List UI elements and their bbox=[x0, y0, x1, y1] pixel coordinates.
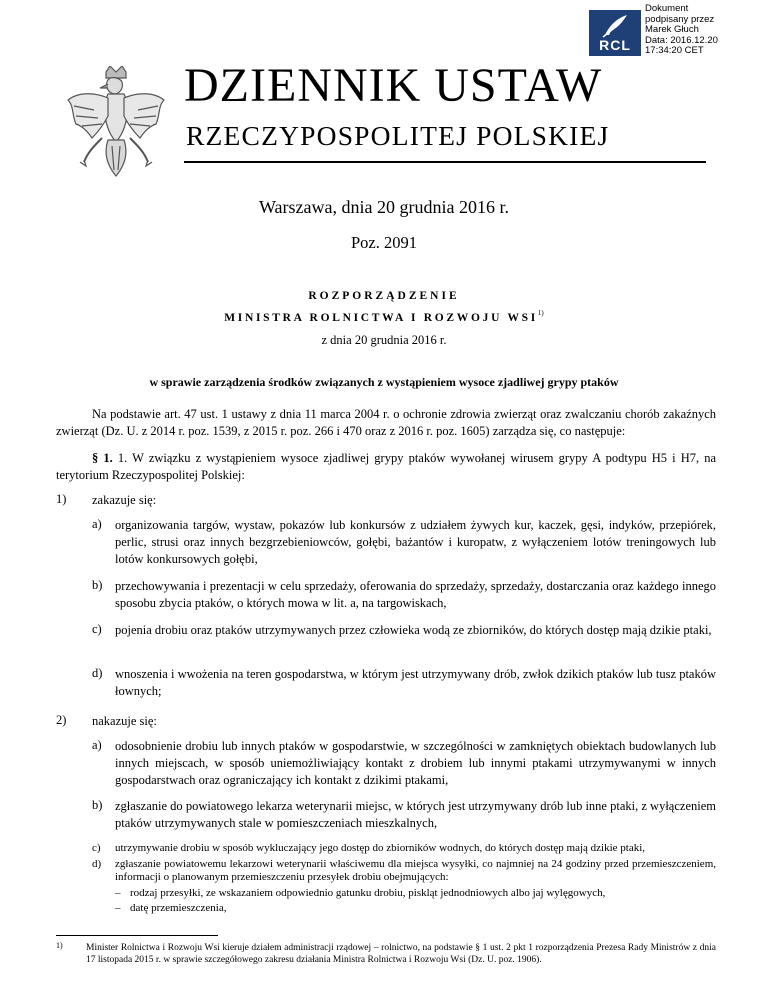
list-item bbox=[92, 858, 716, 884]
act-date: z dnia 20 grudnia 2016 r. bbox=[321, 333, 447, 347]
rcl-logo-text: RCL bbox=[599, 37, 631, 53]
signature-line: Data: 2016.12.20 bbox=[645, 34, 718, 46]
list-item: zgłaszanie do powiatowego lekarza weterynarii miejsc, w których jest utrzymywany drób lub inne ptaki, z wyłączeniem ptaków utrzymywanych stale w pomieszczeniach mieszkalnych, bbox=[115, 799, 716, 830]
letter-mark: d) bbox=[92, 666, 103, 680]
letter-mark: a) bbox=[92, 738, 102, 752]
list-item: organizowania targów, wystaw, pokazów lub konkursów z udziałem żywych kur, kaczek, gęsi, indyków, przepiórek, perlic, strusi oraz innych bezgrzebieniowców, gołębi, bażantów i kuropatw, z wyłączeniem lotów treningowych lub lotów konkursowych gołębi, bbox=[115, 518, 716, 566]
footnote-ref[interactable]: 1) bbox=[537, 309, 544, 317]
dash-item bbox=[92, 902, 716, 915]
section-text: 1. W związku z wystąpieniem wysoce zjadliwej grypy ptaków wywołanej wirusem grypy A podtypu H5 i H7, na terytorium Rzeczypospolitej Polskiej: bbox=[56, 451, 717, 482]
letter-mark: b) bbox=[92, 578, 103, 592]
point-lead: nakazuje się: bbox=[92, 714, 157, 728]
digital-signature-block bbox=[589, 4, 765, 56]
gazette-subtitle: RZECZYPOSPOLITEJ POLSKIEJ bbox=[186, 120, 610, 151]
point-number: 2) bbox=[56, 713, 67, 727]
section-mark: § 1. bbox=[92, 451, 113, 465]
list-item: odosobnienie drobiu lub innych ptaków w gospodarstwie, w szczególności w zamkniętych obiektach budowlanych lub innych miejscach, w sposób uniemożliwiający kontakt z drobiem lub innymi ptakami utrzymywanymi w innych gospodarstwach oraz ograniczający ich kontakt z dzikimi ptakami, bbox=[115, 739, 716, 787]
list-item-text: zgłaszanie powiatowemu lekarzowi weterynarii właściwemu dla miejsca wysyłki, co najmniej na 24 godziny przed przemieszczeniem, informacji o planowanym przemieszczeniu przesyłek drobiu obejmujących: bbox=[115, 858, 716, 883]
signature-line: Marek Głuch bbox=[645, 24, 699, 35]
list-item: wnoszenia i wwożenia na teren gospodarstwa, w którym jest utrzymywany drób, zwłok dzikich ptaków lub tusz ptaków łownych; bbox=[115, 667, 716, 698]
dash-mark: – bbox=[115, 902, 121, 914]
list-item: przechowywania i prezentacji w celu sprzedaży, oferowania do sprzedaży, sprzedaży, dostarczania oraz każdego innego sposobu zbycia ptaków, o których mowa w lit. a, na targowiskach, bbox=[115, 579, 716, 610]
letter-mark: d) bbox=[92, 858, 102, 870]
footnote-text: Minister Rolnictwa i Rozwoju Wsi kieruje działem administracji rządowej – rolnictwo, na podstawie § 1 ust. 2 pkt 1 rozporządzenia Prezesa Rady Ministrów z dnia 17 listopada 2015 r. w sprawie szczegółowego zakresu działania Ministra Rolnictwa i Rozwoju Wsi (Dz. U. poz. 1906). bbox=[86, 943, 716, 965]
letter-mark: c) bbox=[92, 842, 101, 854]
point-number: 1) bbox=[56, 492, 67, 506]
dash-mark: – bbox=[115, 887, 121, 899]
letter-mark: a) bbox=[92, 517, 102, 531]
section-1 bbox=[56, 450, 716, 484]
quill-icon bbox=[601, 13, 629, 39]
signature-text bbox=[645, 4, 718, 57]
act-type: ROZPORZĄDZENIE bbox=[308, 290, 460, 302]
eagle-icon bbox=[64, 66, 168, 184]
list-item: pojenia drobiu oraz ptaków utrzymywanych przez człowieka wodą ze zbiorników, do których dostęp mają dzikie ptaki, bbox=[115, 623, 712, 637]
act-subject: w sprawie zarządzenia środków związanych z wystąpieniem wysoce zjadliwej grypy ptaków bbox=[149, 375, 619, 389]
position-number: Poz. 2091 bbox=[351, 233, 417, 252]
list-item bbox=[92, 842, 716, 855]
gazette-title: DZIENNIK USTAW bbox=[184, 59, 603, 112]
preamble: Na podstawie art. 47 ust. 1 ustawy z dnia 11 marca 2004 r. o ochronie zdrowia zwierząt oraz zwalczaniu chorób zakaźnych zwierząt (Dz. U. z 2014 r. poz. 1539, z 2015 r. poz. 266 i 470 oraz z 2016 r. poz. 1605) zarządza się, co następuje: bbox=[56, 407, 716, 438]
header-rule bbox=[184, 161, 706, 163]
rcl-logo bbox=[589, 10, 641, 56]
footnote-mark: 1) bbox=[56, 941, 63, 950]
signature-line: podpisany przez bbox=[645, 13, 715, 25]
dash-item-text: datę przemieszczenia, bbox=[130, 902, 227, 914]
footnote-rule bbox=[56, 935, 218, 936]
act-issuer bbox=[0, 309, 768, 324]
letter-mark: b) bbox=[92, 798, 103, 812]
signature-line: Dokument bbox=[645, 3, 689, 14]
white-eagle-emblem bbox=[64, 66, 168, 184]
publication-date: Warszawa, dnia 20 grudnia 2016 r. bbox=[259, 197, 509, 217]
point-2-d-container bbox=[92, 842, 716, 917]
act-issuer-name: MINISTRA ROLNICTWA I ROZWOJU WSI bbox=[224, 312, 538, 324]
signature-line: 17:34:20 CET bbox=[645, 45, 704, 56]
point-lead: zakazuje się: bbox=[92, 493, 157, 507]
list-item-text: utrzymywanie drobiu w sposób wykluczający jego dostęp do zbiorników wodnych, do których dostęp mają dzikie ptaki, bbox=[115, 842, 646, 854]
dash-item bbox=[92, 887, 716, 900]
dash-item-text: rodzaj przesyłki, ze wskazaniem odpowiednio gatunku drobiu, piskląt jednodniowych albo jaj wylęgowych, bbox=[130, 887, 606, 899]
letter-mark: c) bbox=[92, 622, 102, 636]
